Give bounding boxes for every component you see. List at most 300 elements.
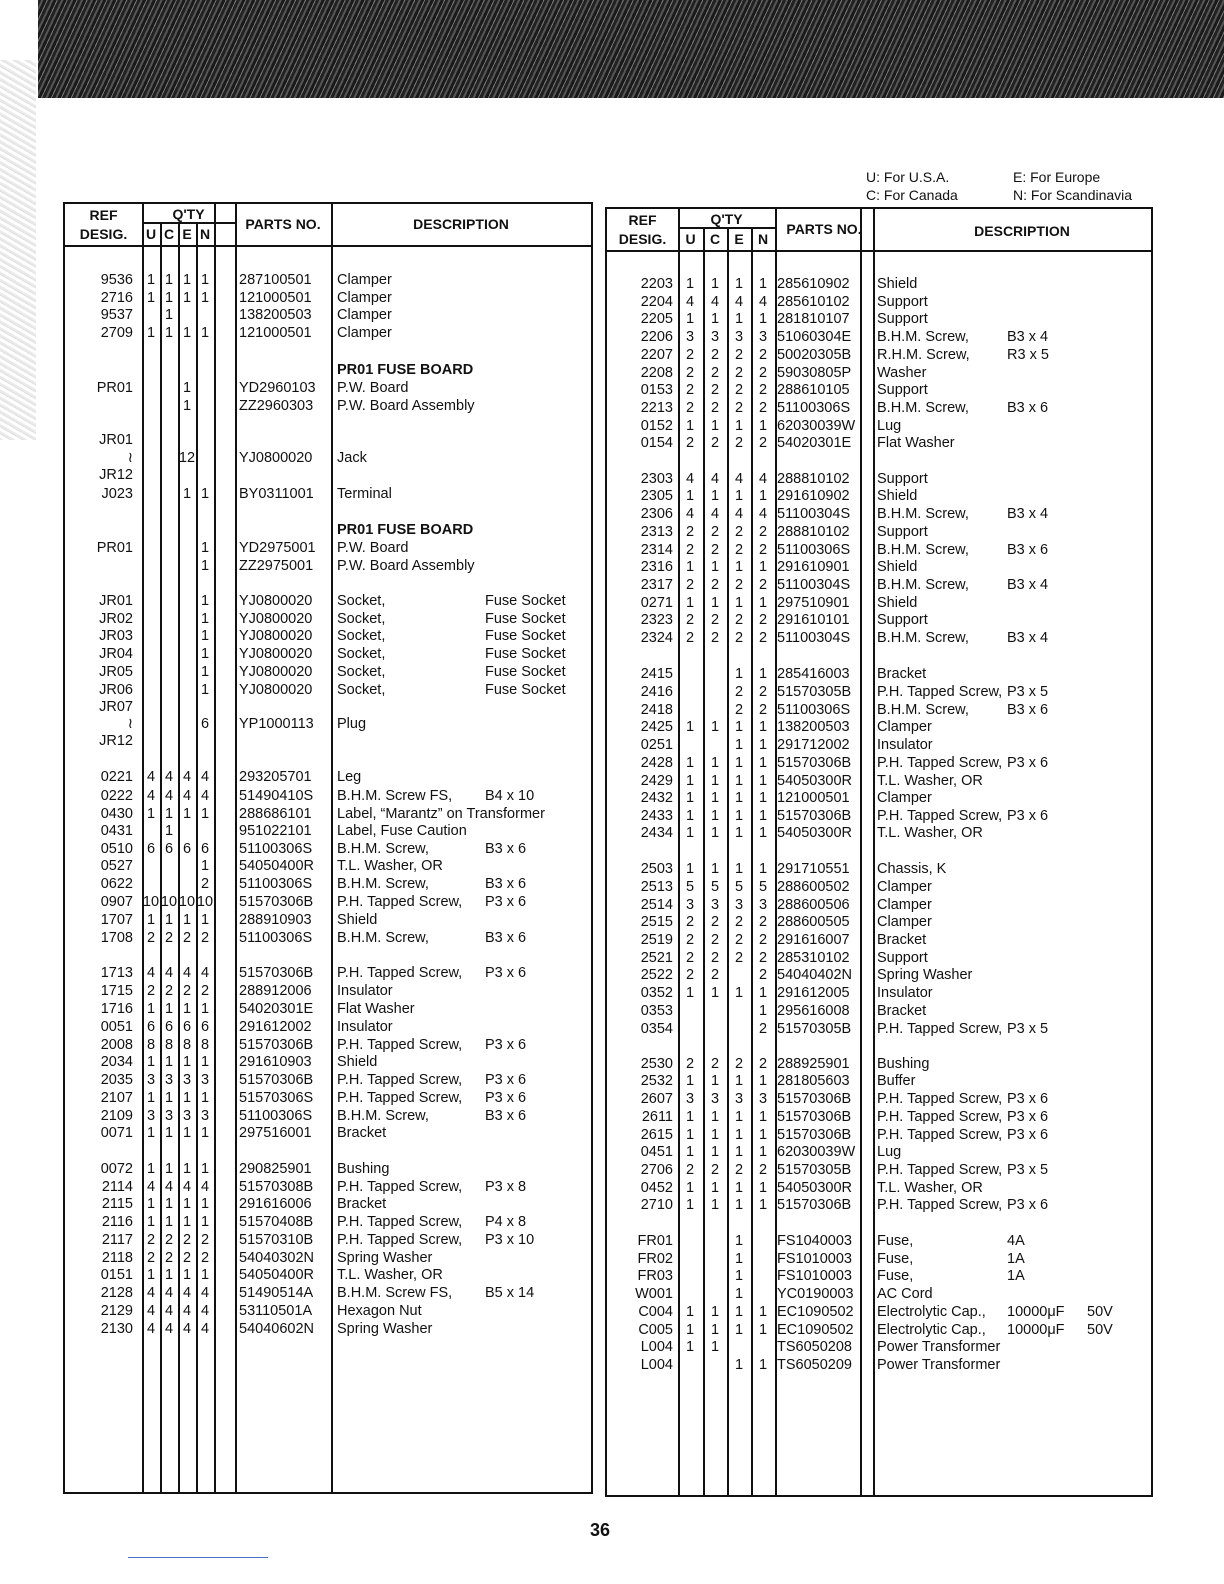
part-number: 51100304S — [777, 577, 851, 593]
table-row — [607, 470, 1151, 488]
qty-u: 1 — [146, 1214, 156, 1230]
ref-desig: 2115 — [101, 1196, 133, 1212]
table-row — [607, 611, 1151, 629]
spec: P3 x 6 — [485, 894, 527, 910]
table-row — [607, 1250, 1151, 1268]
ref-desig: PR01 — [96, 540, 133, 556]
description: Shield — [877, 595, 918, 611]
part-number: FS1010003 — [777, 1268, 852, 1284]
qty-n: 2 — [758, 1056, 768, 1072]
qty-c: 1 — [710, 1144, 720, 1160]
description: Jack — [337, 450, 367, 466]
qty-u: 1 — [146, 1161, 156, 1177]
spec: B3 x 4 — [1007, 506, 1049, 522]
qty-e: 3 — [734, 897, 744, 913]
ref-desig: 2204 — [640, 294, 673, 310]
qty-e: 4 — [182, 788, 192, 804]
qty-c: 1 — [710, 1197, 720, 1213]
ref-desig: 2313 — [640, 524, 673, 540]
qty-e: 1 — [734, 595, 744, 611]
qty-e: 3 — [734, 1091, 744, 1107]
description: Support — [877, 612, 928, 628]
ref-desig: 2515 — [640, 914, 673, 930]
description: Insulator — [337, 983, 393, 999]
qty-u: 3 — [685, 329, 695, 345]
parts-table-left — [63, 202, 593, 1494]
qty-n: 1 — [758, 666, 768, 682]
table-row — [65, 1124, 591, 1142]
part-number: YJ0800020 — [239, 628, 313, 644]
spec: B3 x 6 — [1007, 400, 1049, 416]
description: Support — [877, 294, 928, 310]
description: Label, Fuse Caution — [337, 823, 467, 839]
spec: B4 x 10 — [485, 788, 535, 804]
footer-rule — [128, 1557, 268, 1558]
qty-n: 2 — [758, 1162, 768, 1178]
qty-u: 3 — [685, 1091, 695, 1107]
part-number: YD2975001 — [239, 540, 316, 556]
qty-c: 2 — [710, 630, 720, 646]
ref-desig: W001 — [635, 1286, 673, 1302]
legend-sc: N: For Scandinavia — [1013, 187, 1133, 203]
qty-n: 6 — [200, 716, 210, 732]
table-row — [607, 1072, 1151, 1090]
description: Electrolytic Cap., — [877, 1322, 986, 1338]
qty-u: 3 — [146, 1108, 156, 1124]
table-row — [607, 807, 1151, 825]
qty-n: 4 — [200, 1179, 210, 1195]
qty-n: 1 — [758, 1180, 768, 1196]
qty-c: 4 — [164, 1179, 174, 1195]
qty-e: 1 — [734, 1180, 744, 1196]
qty-n: 1 — [758, 595, 768, 611]
description: Electrolytic Cap., — [877, 1304, 986, 1320]
description-header: DESCRIPTION — [974, 223, 1070, 239]
qty-n: 1 — [200, 1090, 210, 1106]
qty-n: 1 — [758, 1003, 768, 1019]
part-number: YJ0800020 — [239, 646, 313, 662]
qty-c: 1 — [164, 307, 174, 323]
spec: Fuse Socket — [485, 593, 566, 609]
qty-n: 4 — [758, 506, 768, 522]
description-header: DESCRIPTION — [413, 216, 509, 232]
table-row — [65, 397, 591, 415]
ref-desig: 2433 — [640, 808, 673, 824]
qty-e: 1 — [182, 486, 192, 502]
ref-desig: 2116 — [101, 1214, 133, 1230]
ref-desig: 2432 — [640, 790, 673, 806]
qty-e: 1 — [734, 773, 744, 789]
qty-n: 1 — [758, 488, 768, 504]
part-number: 291616006 — [239, 1196, 312, 1212]
qty-n: 2 — [758, 524, 768, 540]
qty-n: 1 — [200, 325, 210, 341]
qty-n: 6 — [200, 841, 210, 857]
qty-u: 2 — [685, 950, 695, 966]
description: Fuse, — [877, 1233, 914, 1249]
spec: P3 x 5 — [1007, 1162, 1049, 1178]
qty-c: 6 — [164, 1019, 174, 1035]
table-row — [65, 1071, 591, 1089]
qty-e: 4 — [734, 506, 744, 522]
part-number: YC0190003 — [777, 1286, 854, 1302]
qty-e: 1 — [734, 276, 744, 292]
qty-n: 1 — [758, 1304, 768, 1320]
ref-desig: 2130 — [100, 1321, 133, 1337]
n-header: N — [757, 231, 769, 247]
qty-e: 3 — [734, 329, 744, 345]
part-number: 53110501A — [239, 1303, 313, 1319]
qty-u: 1 — [685, 1180, 695, 1196]
qty-c: 4 — [164, 1321, 174, 1337]
ref-desig: 2117 — [101, 1232, 133, 1248]
part-number: EC1090502 — [777, 1322, 854, 1338]
table-row — [607, 434, 1151, 452]
qty-n: 2 — [200, 983, 210, 999]
qty-e: 1 — [734, 1144, 744, 1160]
qty-n: 1 — [758, 825, 768, 841]
qty-e: 1 — [182, 806, 192, 822]
qty-e: 2 — [734, 542, 744, 558]
description: Spring Washer — [337, 1250, 433, 1266]
qty-c: 3 — [164, 1108, 174, 1124]
part-number: 51100306S — [777, 702, 851, 718]
table-row — [65, 768, 591, 786]
part-number: 51570306B — [777, 755, 852, 771]
description: Shield — [337, 1054, 378, 1070]
table-row — [607, 364, 1151, 382]
part-number: 54040302N — [239, 1250, 314, 1266]
description: P.H. Tapped Screw, — [337, 965, 463, 981]
qty-e: 2 — [734, 950, 744, 966]
part-number: 51100306S — [239, 876, 313, 892]
description: P.H. Tapped Screw, — [337, 1179, 463, 1195]
spec: 1A — [1007, 1268, 1025, 1284]
qty-c: 2 — [164, 1250, 174, 1266]
part-number: FS1040003 — [777, 1233, 852, 1249]
ref-desig: 2532 — [640, 1073, 673, 1089]
table-row — [607, 1285, 1151, 1303]
qty-n: 1 — [200, 1267, 210, 1283]
parts-table-right — [605, 207, 1153, 1497]
part-number: 285610902 — [777, 276, 850, 292]
ref-desig: C005 — [638, 1322, 673, 1338]
table-row — [607, 1055, 1151, 1073]
qty-c: 2 — [164, 983, 174, 999]
qty-c: 1 — [710, 755, 720, 771]
ref-desig: 2317 — [640, 577, 673, 593]
table-row — [65, 431, 591, 449]
description: Spring Washer — [337, 1321, 433, 1337]
qty-c: 1 — [710, 1304, 720, 1320]
ref-desig: 2034 — [100, 1054, 133, 1070]
qty-e: 3 — [182, 1072, 192, 1088]
qty-n: 2 — [758, 577, 768, 593]
qty-u: 1 — [685, 311, 695, 327]
qty-n: 2 — [200, 876, 210, 892]
qty-e: 1 — [734, 719, 744, 735]
ref-desig: 0451 — [640, 1144, 673, 1160]
description: T.L. Washer, OR — [337, 858, 443, 874]
qty-e: 1 — [734, 1268, 744, 1284]
qty-e: 4 — [734, 471, 744, 487]
qty-u: 1 — [146, 272, 156, 288]
qty-u: 2 — [685, 1162, 695, 1178]
part-number: 281805603 — [777, 1073, 850, 1089]
description: Shield — [337, 912, 378, 928]
table-row — [65, 663, 591, 681]
description: Clamper — [337, 290, 392, 306]
description: Insulator — [877, 985, 933, 1001]
ref-desig: 2513 — [640, 879, 673, 895]
ref-desig: 0452 — [640, 1180, 673, 1196]
ref-desig: 2314 — [640, 542, 673, 558]
part-number: 288610105 — [777, 382, 850, 398]
qty-n: 2 — [758, 967, 768, 983]
ref-desig: 2208 — [640, 365, 673, 381]
part-number: 285610102 — [777, 294, 850, 310]
part-number: 51570310B — [239, 1232, 314, 1248]
ref-desig: 2522 — [640, 967, 673, 983]
description: Insulator — [877, 737, 933, 753]
table-row — [607, 328, 1151, 346]
part-number: 291610901 — [777, 559, 850, 575]
qty-u: 1 — [685, 488, 695, 504]
qty-n: 2 — [758, 702, 768, 718]
table-row — [65, 681, 591, 699]
ref-desig: 0072 — [100, 1161, 133, 1177]
qty-e: 2 — [734, 630, 744, 646]
qty-u: 1 — [685, 1197, 695, 1213]
qty-n: 10 — [196, 894, 214, 910]
qty-c: 4 — [710, 294, 720, 310]
ref-desig: 2114 — [101, 1179, 133, 1195]
spec: P3 x 6 — [485, 1037, 527, 1053]
qty-u: 2 — [685, 435, 695, 451]
qty-n: 1 — [200, 664, 210, 680]
part-number: 297516001 — [239, 1125, 312, 1141]
qty-e: 1 — [734, 1357, 744, 1373]
qty-e: 10 — [178, 894, 196, 910]
ref-desig: 2503 — [640, 861, 673, 877]
qty-e: 1 — [182, 912, 192, 928]
description: P.W. Board — [337, 540, 409, 556]
ref-desig: 2607 — [640, 1091, 673, 1107]
description: Bracket — [337, 1125, 387, 1141]
description: Plug — [337, 716, 367, 732]
qty-c: 1 — [710, 790, 720, 806]
qty-n: 1 — [200, 1054, 210, 1070]
qty-c: 1 — [710, 985, 720, 1001]
table-row — [65, 1195, 591, 1213]
qty-c: 1 — [710, 1127, 720, 1143]
qty-e: 1 — [734, 1197, 744, 1213]
ref-desig: 2429 — [640, 773, 673, 789]
qty-c: 1 — [710, 825, 720, 841]
ref-desig: 2428 — [640, 755, 673, 771]
ref-desig: L004 — [640, 1339, 673, 1355]
qty-u: 1 — [685, 861, 695, 877]
qty-e: 1 — [734, 1322, 744, 1338]
part-number: 51570306S — [239, 1090, 314, 1106]
ref-desig: 0431 — [100, 823, 133, 839]
part-number: 51570305B — [777, 684, 852, 700]
qty-u: 2 — [685, 1056, 695, 1072]
section-title: PR01 FUSE BOARD — [337, 362, 474, 378]
table-row — [607, 772, 1151, 790]
qty-n: 1 — [200, 558, 210, 574]
qty-e: 1 — [182, 1196, 192, 1212]
part-number: 51570308B — [239, 1179, 314, 1195]
spec: 4A — [1007, 1233, 1025, 1249]
ref-desig: 2323 — [640, 612, 673, 628]
ref-desig: 2306 — [640, 506, 673, 522]
qty-u: 6 — [146, 841, 156, 857]
table-row — [607, 594, 1151, 612]
qty-c: 1 — [164, 1161, 174, 1177]
description: P.W. Board — [337, 380, 409, 396]
qty-n: 1 — [200, 1214, 210, 1230]
qty-c: 1 — [710, 1073, 720, 1089]
table-row — [65, 379, 591, 397]
table-row — [65, 805, 591, 823]
qty-n: 2 — [758, 435, 768, 451]
qty-u: 4 — [146, 1285, 156, 1301]
part-number: 51570305B — [777, 1162, 852, 1178]
description: Power Transformer — [877, 1339, 1001, 1355]
description: B.H.M. Screw FS, — [337, 788, 453, 804]
part-number: 62030039W — [777, 418, 856, 434]
qty-n: 1 — [758, 1073, 768, 1089]
qty-u: 1 — [685, 418, 695, 434]
ref-desig: 2207 — [640, 347, 673, 363]
qty-c: 2 — [710, 932, 720, 948]
description: B.H.M. Screw, — [877, 329, 969, 345]
ref-desig: FR02 — [637, 1251, 673, 1267]
qty-e: 2 — [182, 983, 192, 999]
qty-u: 1 — [146, 1054, 156, 1070]
table-row — [65, 1107, 591, 1125]
ref-desig: JR02 — [99, 611, 133, 627]
qty-u: 5 — [685, 879, 695, 895]
table-row — [65, 271, 591, 289]
part-number: YJ0800020 — [239, 664, 313, 680]
table-row — [607, 381, 1151, 399]
qty-n: 3 — [758, 1091, 768, 1107]
description: B.H.M. Screw, — [877, 506, 969, 522]
spec: B3 x 4 — [1007, 577, 1049, 593]
description: P.H. Tapped Screw, — [877, 1021, 1003, 1037]
qty-e: 6 — [182, 841, 192, 857]
description: Leg — [337, 769, 362, 785]
part-number: 297510901 — [777, 595, 850, 611]
description: Fuse, — [877, 1268, 914, 1284]
table-row — [65, 1320, 591, 1338]
table-row — [607, 966, 1151, 984]
table-row — [607, 984, 1151, 1002]
qty-n: 4 — [200, 965, 210, 981]
qty-c: 4 — [710, 471, 720, 487]
table-row — [607, 346, 1151, 364]
part-number: 138200503 — [777, 719, 850, 735]
ref-desig: J023 — [101, 486, 133, 502]
qty-u: 1 — [146, 325, 156, 341]
qty-u: 2 — [685, 612, 695, 628]
spec-voltage: 50V — [1087, 1304, 1113, 1320]
part-number: 291612002 — [239, 1019, 312, 1035]
description: Bracket — [877, 1003, 927, 1019]
qty-n: 1 — [758, 559, 768, 575]
qty-e: 4 — [182, 1303, 192, 1319]
qty-n: 1 — [200, 486, 210, 502]
qty-n: 1 — [200, 682, 210, 698]
ref-desig: ≀ — [127, 450, 133, 466]
description: P.W. Board Assembly — [337, 558, 475, 574]
part-number: 287100501 — [239, 272, 312, 288]
spec-voltage: 50V — [1087, 1322, 1113, 1338]
qty-c: 4 — [164, 1303, 174, 1319]
table-row — [607, 665, 1151, 683]
qty-u: 2 — [685, 932, 695, 948]
part-number: 291610902 — [777, 488, 850, 504]
ref-desig: 0527 — [100, 858, 133, 874]
part-number: 121000501 — [777, 790, 850, 806]
qty-u: 2 — [685, 542, 695, 558]
table-row — [607, 683, 1151, 701]
table-row — [65, 732, 591, 750]
part-number: YD2960103 — [239, 380, 316, 396]
part-number: 54040602N — [239, 1321, 314, 1337]
ref-desig: 2710 — [640, 1197, 673, 1213]
table-row — [607, 931, 1151, 949]
spec: P3 x 6 — [1007, 1127, 1049, 1143]
table-row — [607, 754, 1151, 772]
spec: 1A — [1007, 1251, 1025, 1267]
qty-c: 1 — [710, 808, 720, 824]
qty-n: 5 — [758, 879, 768, 895]
qty-n: 3 — [758, 897, 768, 913]
ref-desig: 2418 — [640, 702, 673, 718]
qty-c: 2 — [710, 347, 720, 363]
qty-u: 3 — [685, 897, 695, 913]
qty-e: 1 — [734, 1233, 744, 1249]
ref-desig: 2611 — [641, 1109, 673, 1125]
qty-e: 4 — [182, 769, 192, 785]
ref-header-top: REF — [89, 207, 118, 223]
part-number: 291710551 — [777, 861, 850, 877]
qty-u: 1 — [685, 790, 695, 806]
qty-u: 2 — [146, 1232, 156, 1248]
qty-n: 4 — [758, 471, 768, 487]
description: B.H.M. Screw, — [877, 542, 969, 558]
ref-desig: 9537 — [100, 307, 133, 323]
spec: B3 x 6 — [485, 841, 527, 857]
ref-desig: 2514 — [640, 897, 673, 913]
table-row — [607, 293, 1151, 311]
part-number: 291612005 — [777, 985, 850, 1001]
qty-c: 1 — [164, 912, 174, 928]
part-number: 51100306S — [239, 1108, 313, 1124]
table-row — [607, 1179, 1151, 1197]
qty-c: 1 — [710, 559, 720, 575]
qty-e: 1 — [182, 1267, 192, 1283]
qty-n: 1 — [758, 1357, 768, 1373]
table-row — [607, 1356, 1151, 1374]
part-number: 51490514A — [239, 1285, 314, 1301]
part-number: 288686101 — [239, 806, 312, 822]
qty-n: 1 — [200, 912, 210, 928]
description: Lug — [877, 418, 902, 434]
